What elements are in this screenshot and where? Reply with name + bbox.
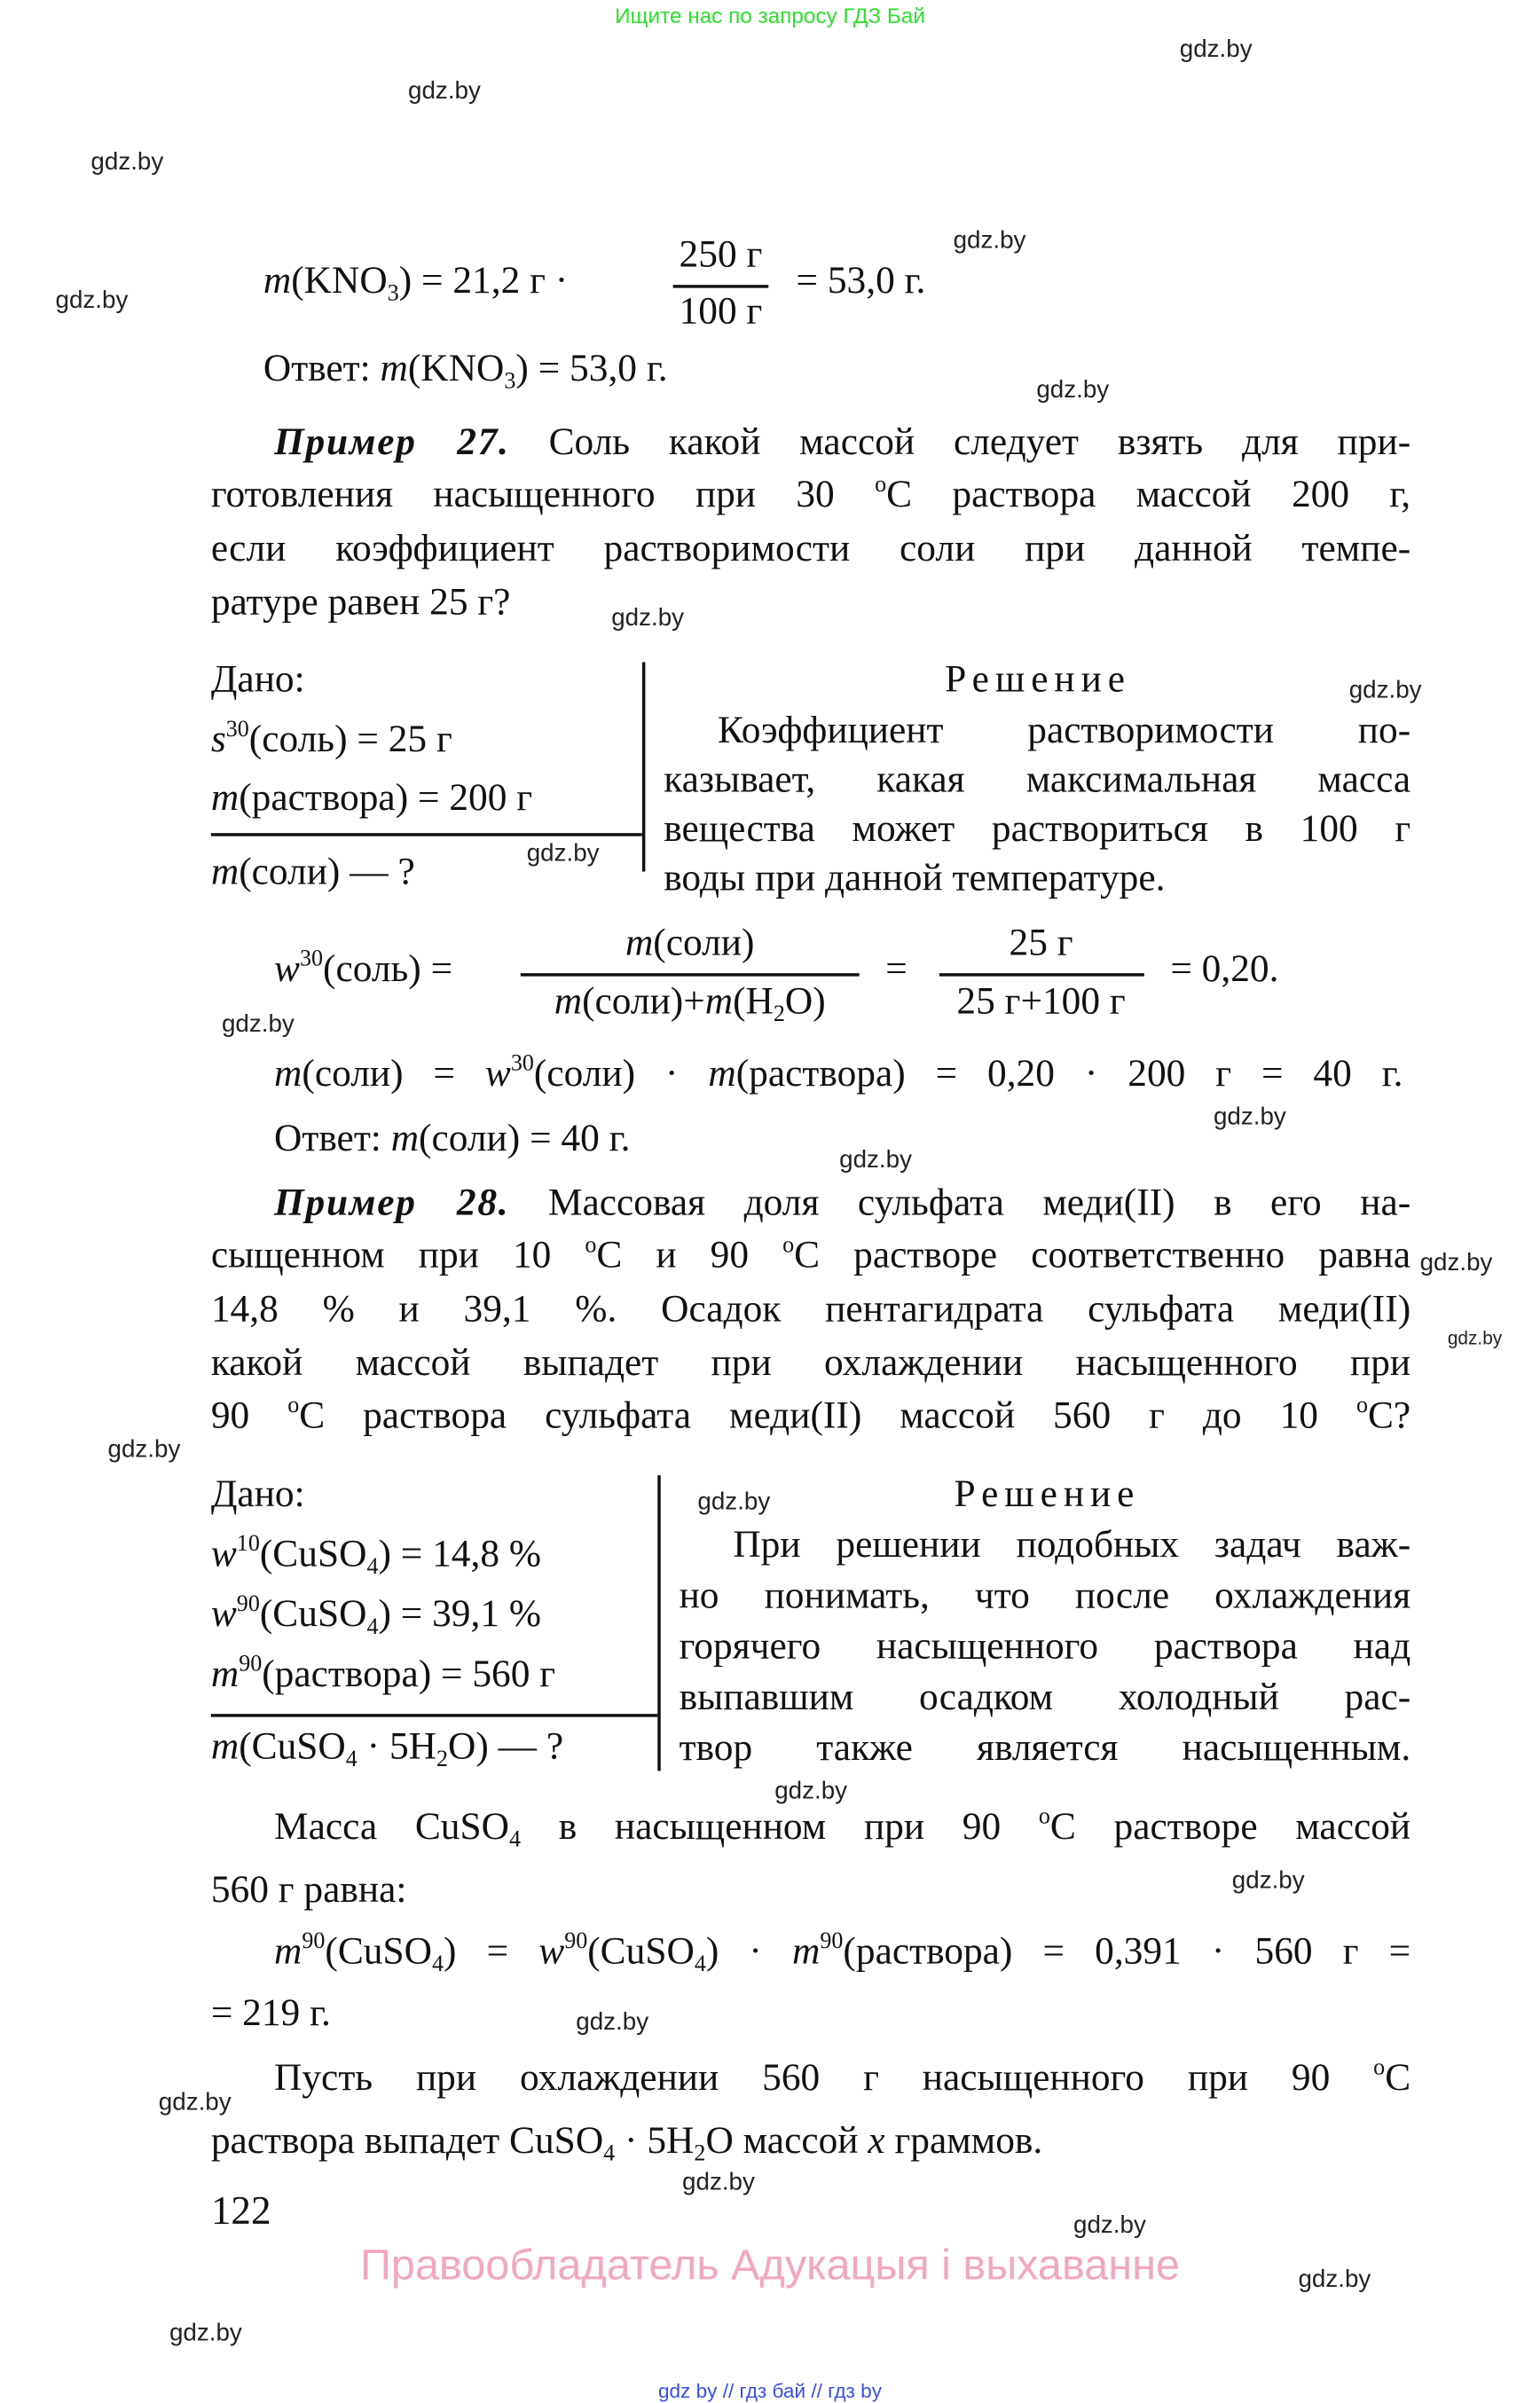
given-solution-divider: [642, 662, 645, 871]
math-variable: m: [380, 348, 408, 390]
superscript: 90: [236, 1592, 260, 1617]
watermark: gdz.by: [611, 605, 685, 632]
watermark: gdz.by: [774, 1779, 848, 1805]
given-title: Дано:: [210, 659, 305, 701]
fraction-denominator: 25 г+100 г: [956, 980, 1126, 1023]
fraction-numerator: m(соли): [625, 922, 755, 964]
superscript: 30: [299, 946, 324, 972]
watermark: gdz.by: [1231, 1867, 1305, 1895]
math-variable: m: [274, 1053, 302, 1095]
watermark: gdz.by: [1036, 377, 1110, 404]
subscript: 4: [366, 1555, 379, 1581]
watermark: gdz.by: [1298, 2266, 1371, 2293]
watermark: gdz.by: [408, 78, 481, 106]
example-label: Пример 28.: [274, 1182, 510, 1225]
superscript: 10: [236, 1532, 260, 1558]
math-variable: m: [210, 1726, 240, 1768]
subscript: 2: [436, 1747, 449, 1773]
solution-text: но понимать, что после охлаждения: [679, 1575, 1411, 1617]
solution-text: При решении подобных задач важ-: [733, 1524, 1411, 1567]
math-variable: m: [390, 1118, 420, 1160]
given-line: $w^{10}(CuSO_4) = 14,8$ %: [210, 1532, 542, 1581]
equation-w30: $w^{30}(соль)$ =: [274, 946, 453, 991]
subscript: 4: [508, 1827, 522, 1851]
subscript: 3: [387, 281, 399, 307]
given-line: $m^{90}(раствора) = 560$ г: [210, 1652, 556, 1696]
example-28-text: сыщенном при 10 $^o$С и 90 $^o$С растворе соответственно равна: [210, 1233, 1411, 1277]
watermark: gdz.by: [1072, 2212, 1146, 2240]
example-28-text: какой массой выпадет при охлаждении насыщенного при: [210, 1342, 1411, 1385]
superscript: o: [875, 472, 887, 498]
given-divider: [211, 1714, 657, 1716]
math-variable: m: [210, 1653, 240, 1696]
watermark: gdz.by: [1348, 677, 1422, 704]
math-variable: m: [554, 980, 583, 1023]
subscript: 4: [366, 1615, 379, 1640]
watermark: gdz.by: [55, 287, 129, 315]
subscript: 4: [694, 1952, 706, 1976]
equals-sign: =: [885, 948, 908, 991]
solution-title: Решение: [945, 659, 1131, 701]
math-variable: x: [868, 2120, 885, 2163]
given-solution-divider: [657, 1475, 660, 1771]
fraction-bar: [673, 285, 769, 287]
watermark: gdz.by: [576, 2009, 649, 2036]
given-divider: [211, 833, 642, 836]
math-variable: s: [210, 719, 226, 761]
given-line: $w^{90}(CuSO_4) = 39,1$ %: [210, 1592, 542, 1640]
footer-links[interactable]: gdz by // гдз бай // гдз by: [657, 2379, 883, 2403]
subscript: 4: [603, 2141, 616, 2167]
superscript: o: [287, 1394, 300, 1418]
given-title: Дано:: [210, 1473, 305, 1516]
example-27-text: Пример 27. Соль какой массой следует взять для при-: [274, 421, 1411, 464]
superscript: 90: [239, 1652, 263, 1677]
subscript: 2: [773, 1002, 785, 1027]
equation-result: = 0,20.: [1170, 948, 1279, 991]
watermark: gdz.by: [158, 2089, 232, 2116]
given-line: m(раствора) = 200 г: [210, 777, 533, 820]
math-variable: m: [708, 1053, 736, 1095]
superscript: o: [585, 1233, 597, 1259]
fraction-denominator: 100 г: [679, 291, 763, 333]
math-variable: m: [263, 260, 292, 302]
equation-result: = 53,0 г.: [796, 260, 926, 302]
watermark: gdz.by: [526, 840, 600, 868]
equation-kno3: $m(KNO_3) = 21,2$ г ·: [263, 260, 569, 307]
watermark: gdz.by: [1179, 36, 1253, 64]
paragraph-text: Масса CuSO$_4$ в насыщенном при 90 $^o$С растворе массой: [274, 1804, 1411, 1851]
math-variable: w: [484, 1053, 511, 1095]
watermark: gdz.by: [1447, 1327, 1503, 1349]
math-variable: w: [274, 948, 300, 991]
superscript: o: [782, 1233, 795, 1259]
math-variable: m: [792, 1930, 821, 1973]
subscript: 4: [432, 1952, 444, 1976]
solution-text: горячего насыщенного раствора над: [679, 1626, 1411, 1669]
superscript: 90: [820, 1929, 844, 1954]
fraction-bar: [939, 973, 1144, 976]
superscript: 90: [302, 1929, 326, 1954]
solution-text: твор также является насыщенным.: [679, 1727, 1411, 1770]
equation-mass-salt: m(соли) = $w^{30}(соли)$ · m(раствора) = 0,20 · 200 г = 40 г.: [274, 1051, 1403, 1095]
solution-text: воды при данной температуре.: [664, 857, 1166, 899]
solution-text: вещества может раствориться в 100 г: [664, 808, 1411, 851]
fraction-numerator: 25 г: [1009, 922, 1073, 964]
math-variable: m: [274, 1930, 302, 1973]
subscript: 3: [504, 369, 516, 395]
watermark: gdz.by: [169, 2321, 242, 2347]
paragraph-text: раствора выпадет CuSO$_4$ · $5H_2O$ массой x граммов.: [210, 2120, 1043, 2167]
superscript: 30: [225, 717, 249, 742]
solution-text: выпавшим осадком холодный рас-: [679, 1677, 1411, 1719]
fraction-numerator: 250 г: [679, 233, 763, 276]
math-variable: m: [210, 777, 240, 820]
answer-kno3: Ответ: $m(KNO_3) = 53,0$ г.: [263, 348, 668, 395]
example-27-text: готовления насыщенного при 30 $^o$С раствора массой 200 г,: [210, 472, 1411, 516]
superscript: o: [1038, 1804, 1050, 1830]
solution-text: казывает, какая максимальная масса: [664, 758, 1411, 801]
math-variable: w: [538, 1930, 565, 1973]
example-28-text: 90 $^o$С раствора сульфата меди(II) массой 560 г до 10 $^o$С?: [210, 1394, 1411, 1437]
example-27-text: если коэффициент растворимости соли при данной темпе-: [210, 528, 1411, 570]
watermark: gdz.by: [953, 227, 1026, 255]
math-variable: m: [625, 922, 654, 964]
watermark: gdz.by: [839, 1147, 912, 1174]
answer-salt: Ответ: m(соли) = 40 г.: [274, 1118, 631, 1160]
paragraph-text: 560 г равна:: [210, 1869, 407, 1912]
superscript: o: [1355, 1394, 1368, 1418]
paragraph-text: Пусть при охлаждении 560 г насыщенного при 90 $^o$С: [274, 2055, 1411, 2100]
header-banner: Ищите нас по запросу ГДЗ Бай: [615, 3, 925, 28]
find-line: m(соли) — ?: [210, 852, 415, 893]
find-line: m(CuSO$_4$ · $5H_2O$) — ?: [210, 1726, 564, 1773]
watermark: gdz.by: [1419, 1250, 1493, 1277]
watermark: gdz.by: [107, 1436, 181, 1464]
example-28-text: Пример 28. Массовая доля сульфата меди(II) в его на-: [274, 1182, 1411, 1225]
page-number: 122: [210, 2187, 271, 2234]
watermark: gdz.by: [221, 1011, 295, 1039]
math-variable: m: [704, 980, 734, 1023]
superscript: o: [1373, 2055, 1386, 2081]
equation-result: = 219 г.: [210, 1992, 331, 2035]
example-27-text: ратуре равен 25 г?: [210, 582, 511, 624]
given-line: $s^{30}(соль) = 25$ г: [210, 717, 452, 761]
math-variable: w: [210, 1593, 237, 1636]
example-28-text: 14,8 % и 39,1 %. Осадок пентагидрата сульфата меди(II): [210, 1289, 1411, 1331]
watermark: gdz.by: [1213, 1103, 1286, 1131]
superscript: 30: [510, 1051, 534, 1077]
math-variable: m: [210, 852, 240, 893]
solution-text: Коэффициент растворимости по-: [717, 710, 1411, 752]
subscript: 4: [345, 1747, 358, 1773]
watermark: gdz.by: [682, 2170, 755, 2196]
example-label: Пример 27.: [274, 421, 510, 464]
watermark: gdz.by: [697, 1488, 771, 1516]
fraction-denominator: $m(соли)+m(H_2O)$: [554, 980, 826, 1027]
fraction-bar: [521, 973, 860, 976]
subscript: 2: [694, 2141, 706, 2167]
math-variable: w: [210, 1534, 237, 1575]
superscript: 90: [564, 1929, 588, 1954]
equation-cuso4: $m^{90}(CuSO_4)$ = $w^{90}(CuSO_4)$ · $m^{90}(раствора) = 0,391 \cdot 560$ г =: [274, 1929, 1411, 1976]
copyright-notice: Правообладатель Адукацыя і выхаванне: [359, 2240, 1180, 2289]
watermark: gdz.by: [90, 149, 164, 176]
solution-title: Решение: [954, 1473, 1141, 1516]
